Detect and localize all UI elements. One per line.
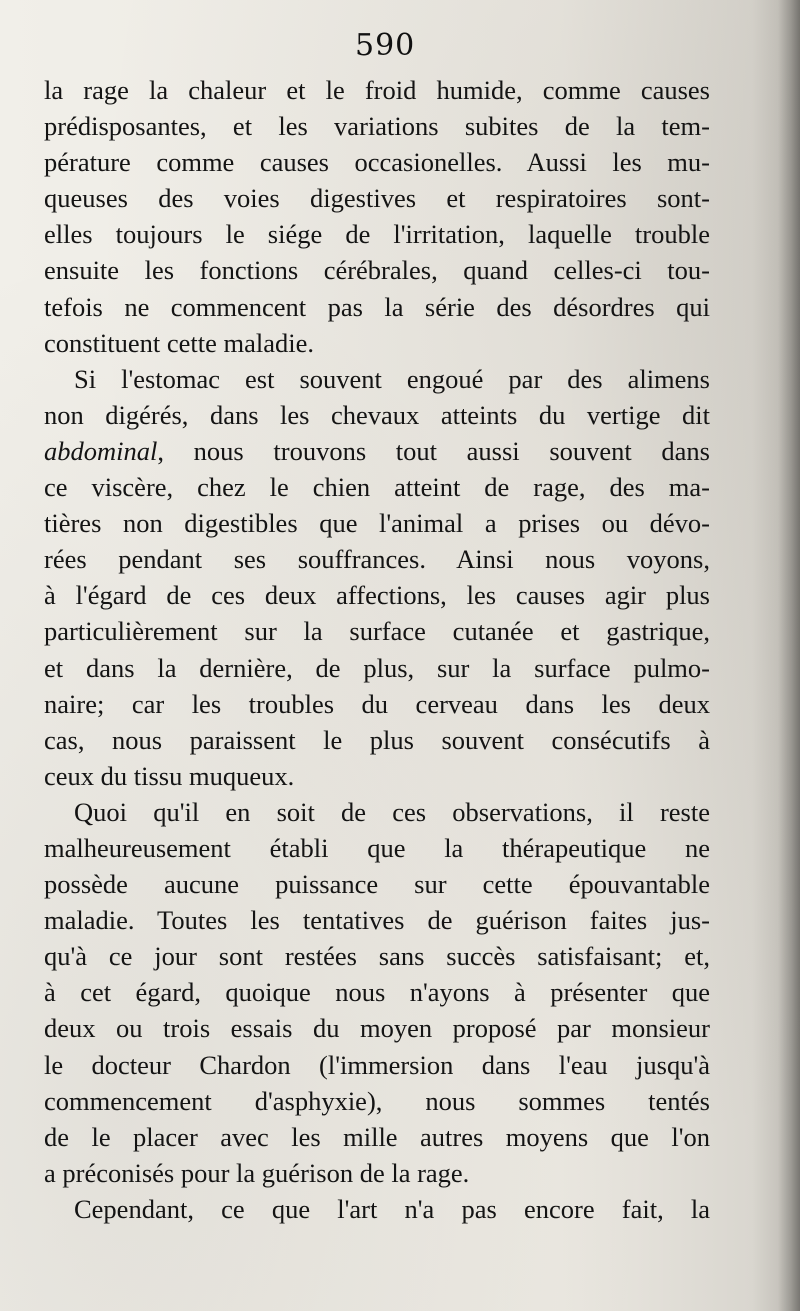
text-line: constituent cette maladie. bbox=[44, 327, 315, 358]
text-line: prédisposantes, et les variations subites de la tem- bbox=[44, 111, 710, 142]
text-line: Cependant, ce que l'art n'a pas encore fait, la bbox=[74, 1193, 710, 1224]
text-line: ce viscère, chez le chien atteint de rage, des ma- bbox=[44, 472, 710, 503]
text-line: commencement d'asphyxie), nous sommes tentés bbox=[44, 1085, 710, 1116]
italic-term: abdominal bbox=[44, 435, 158, 466]
text-line: malheureusement établi que la thérapeutique ne bbox=[44, 832, 710, 863]
text-line: de le placer avec les mille autres moyens que l'on bbox=[44, 1121, 710, 1152]
page-number: 590 bbox=[355, 28, 416, 63]
paragraph bbox=[44, 72, 710, 361]
text-line: possède aucune puissance sur cette épouvantable bbox=[44, 869, 710, 900]
text-line: ensuite les fonctions cérébrales, quand celles-ci tou- bbox=[44, 255, 710, 286]
paragraph bbox=[44, 1191, 710, 1227]
text-line: elles toujours le siége de l'irritation, laquelle trouble bbox=[44, 219, 710, 250]
body-text bbox=[44, 72, 710, 1227]
text-line: qu'à ce jour sont restées sans succès satisfaisant; et, bbox=[44, 941, 710, 972]
text-line: Si l'estomac est souvent engoué par des alimens bbox=[74, 363, 710, 394]
text-line: tefois ne commencent pas la série des désordres qui bbox=[44, 291, 710, 322]
text-line: deux ou trois essais du moyen proposé par monsieur bbox=[44, 1013, 710, 1044]
text-line: non digérés, dans les chevaux atteints du vertige dit bbox=[44, 399, 710, 430]
paragraph bbox=[44, 794, 710, 1191]
text-line: cas, nous paraissent le plus souvent consécutifs à bbox=[44, 724, 710, 755]
text-line: naire; car les troubles du cerveau dans les deux bbox=[44, 688, 710, 719]
text-line: à cet égard, quoique nous n'ayons à présenter que bbox=[44, 977, 710, 1008]
page-edge-shadow bbox=[778, 0, 800, 1311]
text-line italic-line: abdominal, nous trouvons tout aussi souvent dans bbox=[44, 435, 710, 466]
text-line: le docteur Chardon (l'immersion dans l'eau jusqu'à bbox=[44, 1049, 710, 1080]
text-line: ceux du tissu muqueux. bbox=[44, 760, 295, 791]
text-line: et dans la dernière, de plus, sur la surface pulmo- bbox=[44, 652, 710, 683]
paragraph bbox=[44, 361, 710, 794]
text-line: rées pendant ses souffrances. Ainsi nous voyons, bbox=[44, 544, 710, 575]
text-line: tières non digestibles que l'animal a prises ou dévo- bbox=[44, 508, 710, 539]
text-line: Quoi qu'il en soit de ces observations, il reste bbox=[74, 796, 710, 827]
text-line: a préconisés pour la guérison de la rage. bbox=[44, 1157, 470, 1188]
text-line: pérature comme causes occasionelles. Aussi les mu- bbox=[44, 147, 710, 178]
text-line: à l'égard de ces deux affections, les causes agir plus bbox=[44, 580, 710, 611]
text-line: particulièrement sur la surface cutanée et gastrique, bbox=[44, 616, 710, 647]
text-line: queuses des voies digestives et respiratoires sont- bbox=[44, 183, 710, 214]
text-line: maladie. Toutes les tentatives de guérison faites jus- bbox=[44, 905, 710, 936]
text-line: la rage la chaleur et le froid humide, comme causes bbox=[44, 75, 710, 105]
